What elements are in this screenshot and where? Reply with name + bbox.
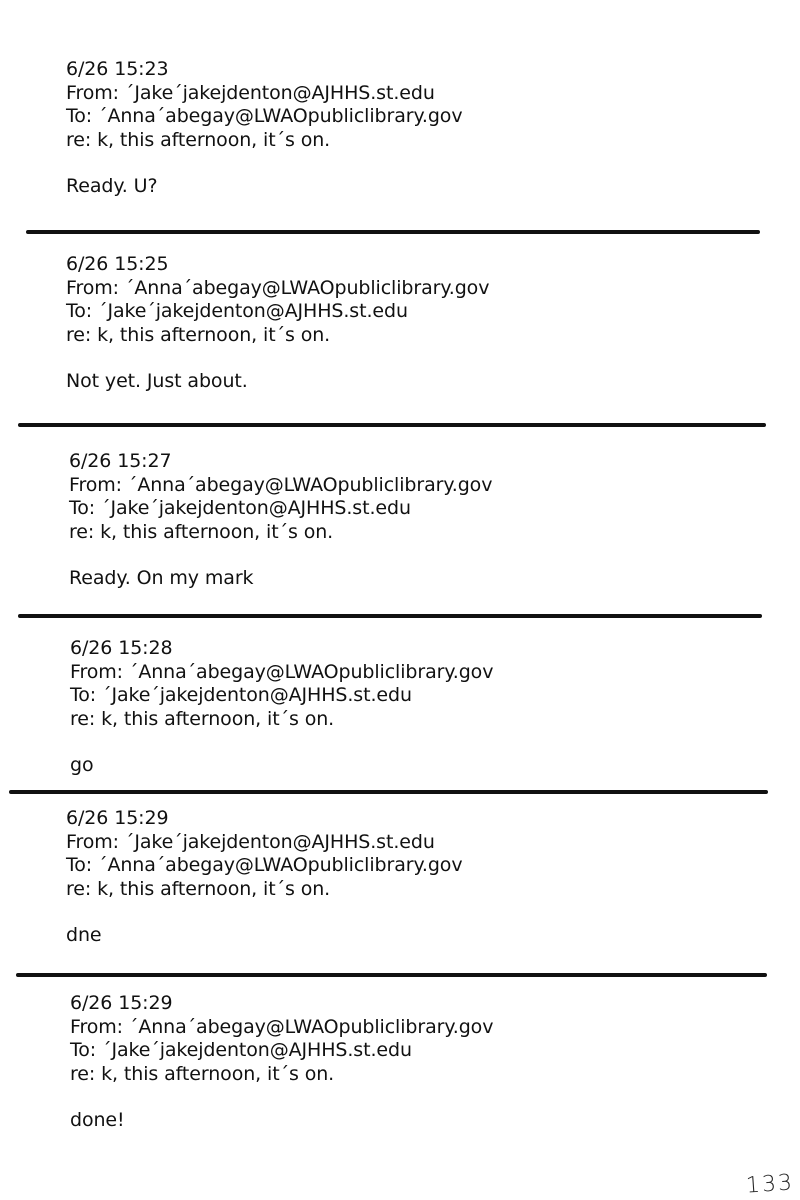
page-number: 133 <box>745 1170 795 1199</box>
email-timestamp: 6/26 15:29 <box>70 992 173 1014</box>
email-from: From: ´Jake´jakejdenton@AJHHS.st.edu <box>66 830 435 853</box>
email-from: From: ´Jake´jakejdenton@AJHHS.st.edu <box>66 81 435 104</box>
email-body: go <box>70 754 94 776</box>
email-from: From: ´Anna´abegay@LWAOpubliclibrary.gov <box>70 1015 494 1038</box>
email-message <box>70 992 493 1133</box>
email-timestamp: 6/26 15:28 <box>70 637 173 659</box>
divider-line <box>16 973 767 977</box>
email-to: To: ´Jake´jakejdenton@AJHHS.st.edu <box>70 1039 412 1061</box>
email-body: Ready. On my mark <box>69 567 254 589</box>
email-from: From: ´Anna´abegay@LWAOpubliclibrary.gov <box>70 660 494 683</box>
divider-line <box>26 230 760 234</box>
email-message <box>69 450 492 591</box>
email-body: done! <box>70 1109 125 1131</box>
email-timestamp: 6/26 15:27 <box>69 450 172 472</box>
email-timestamp: 6/26 15:25 <box>66 253 169 275</box>
email-subject: re: k, this afternoon, it´s on. <box>66 323 331 346</box>
email-to: To: ´Jake´jakejdenton@AJHHS.st.edu <box>66 300 408 322</box>
email-subject: re: k, this afternoon, it´s on. <box>66 877 331 900</box>
email-message <box>66 253 489 394</box>
email-from: From: ´Anna´abegay@LWAOpubliclibrary.gov <box>69 473 493 496</box>
email-subject: re: k, this afternoon, it´s on. <box>70 707 335 730</box>
email-subject: re: k, this afternoon, it´s on. <box>70 1062 335 1085</box>
email-to: To: ´Anna´abegay@LWAOpubliclibrary.gov <box>66 105 463 127</box>
email-body: Not yet. Just about. <box>66 370 248 392</box>
email-body: Ready. U? <box>66 175 158 197</box>
divider-line <box>18 423 766 427</box>
email-to: To: ´Jake´jakejdenton@AJHHS.st.edu <box>70 684 412 706</box>
email-subject: re: k, this afternoon, it´s on. <box>66 128 331 151</box>
email-message <box>66 807 462 948</box>
email-body: dne <box>66 924 102 946</box>
email-to: To: ´Jake´jakejdenton@AJHHS.st.edu <box>69 497 411 519</box>
email-timestamp: 6/26 15:23 <box>66 58 169 80</box>
email-message <box>66 58 462 199</box>
email-message <box>70 637 493 778</box>
divider-line <box>9 790 768 794</box>
email-from: From: ´Anna´abegay@LWAOpubliclibrary.gov <box>66 276 490 299</box>
divider-line <box>18 614 762 618</box>
email-subject: re: k, this afternoon, it´s on. <box>69 520 334 543</box>
email-timestamp: 6/26 15:29 <box>66 807 169 829</box>
email-to: To: ´Anna´abegay@LWAOpubliclibrary.gov <box>66 854 463 876</box>
